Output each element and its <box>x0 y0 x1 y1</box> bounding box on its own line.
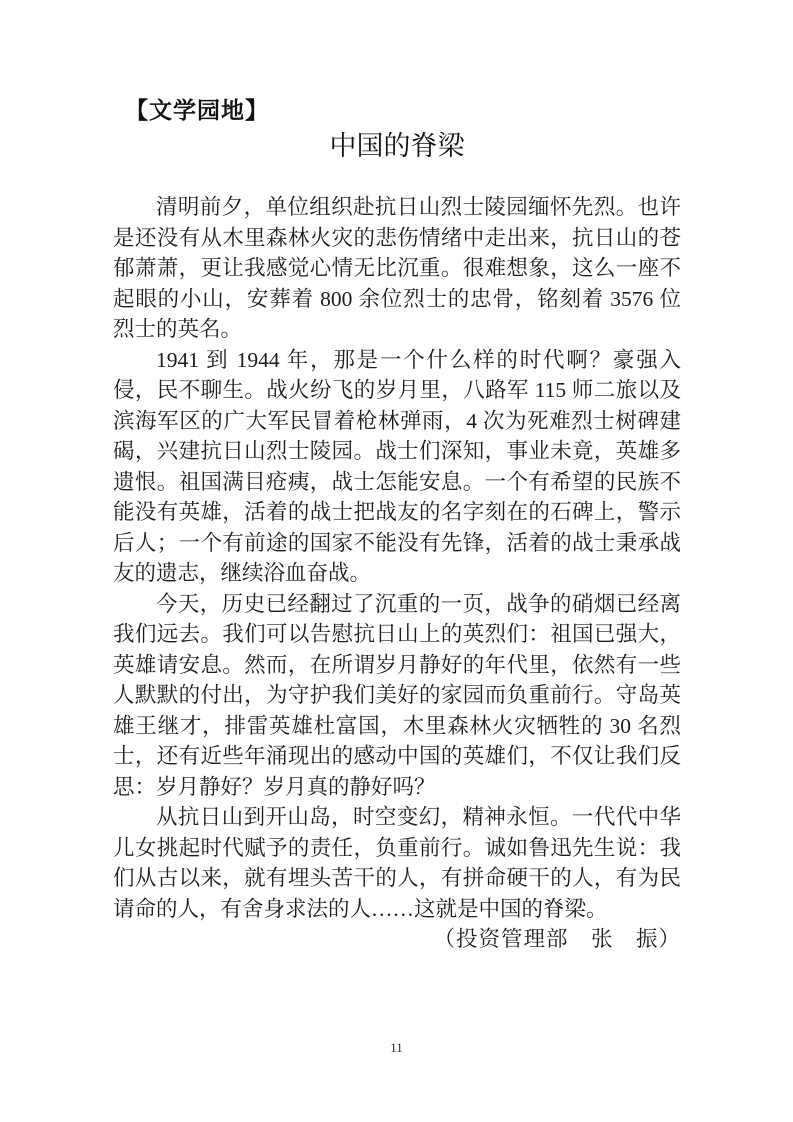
article-title: 中国的脊梁 <box>329 131 465 161</box>
article-byline: （投资管理部 张 振） <box>433 927 681 951</box>
article-body <box>113 192 681 955</box>
article-paragraph: 从抗日山到开山岛，时空变幻，精神永恒。一代代中华儿女挑起时代赋予的责任，负重前行。诚如鲁迅先生说：我们从古以来，就有埋头苦干的人，有拼命硬干的人，有为民请命的人，有舍身求法的人……这就是中国的脊梁。 <box>113 805 681 921</box>
article-paragraph: 1941 到 1944 年，那是一个什么样的时代啊？豪强入侵，民不聊生。战火纷飞的岁月里，八路军 115 师二旅以及滨海军区的广大军民冒着枪林弹雨，4 次为死难烈士树碑建碣，兴建抗日山烈士陵园。战士们深知，事业未竟，英雄多遗恨。祖国满目疮痍，战士怎能安息。一个有希望的民族不能没有英雄，活着的战士把战友的名字刻在的石碑上，警示后人；一个有前途的国家不能没有先锋，活着的战士秉承战友的遗志，继续浴血奋战。 <box>113 347 681 585</box>
article-paragraph: 今天，历史已经翻过了沉重的一页，战争的硝烟已经离我们远去。我们可以告慰抗日山上的英烈们：祖国已强大，英雄请安息。然而，在所谓岁月静好的年代里，依然有一些人默默的付出，为守护我们美好的家园而负重前行。守岛英雄王继才，排雷英雄杜富国，木里森林火灾牺牲的 30 名烈士，还有近些年涌现出的感动中国的英雄们，不仅让我们反思：岁月静好？岁月真的静好吗？ <box>113 591 681 799</box>
page-number: 11 <box>390 1040 403 1055</box>
article-paragraph: 清明前夕，单位组织赴抗日山烈士陵园缅怀先烈。也许是还没有从木里森林火灾的悲伤情绪中走出来，抗日山的苍郁萧萧，更让我感觉心情无比沉重。很难想象，这么一座不起眼的小山，安葬着 800 余位烈士的忠骨，铭刻着 3576 位烈士的英名。 <box>113 195 681 341</box>
paragraph-list <box>113 192 681 924</box>
section-label: 【文学园地】 <box>125 98 269 123</box>
